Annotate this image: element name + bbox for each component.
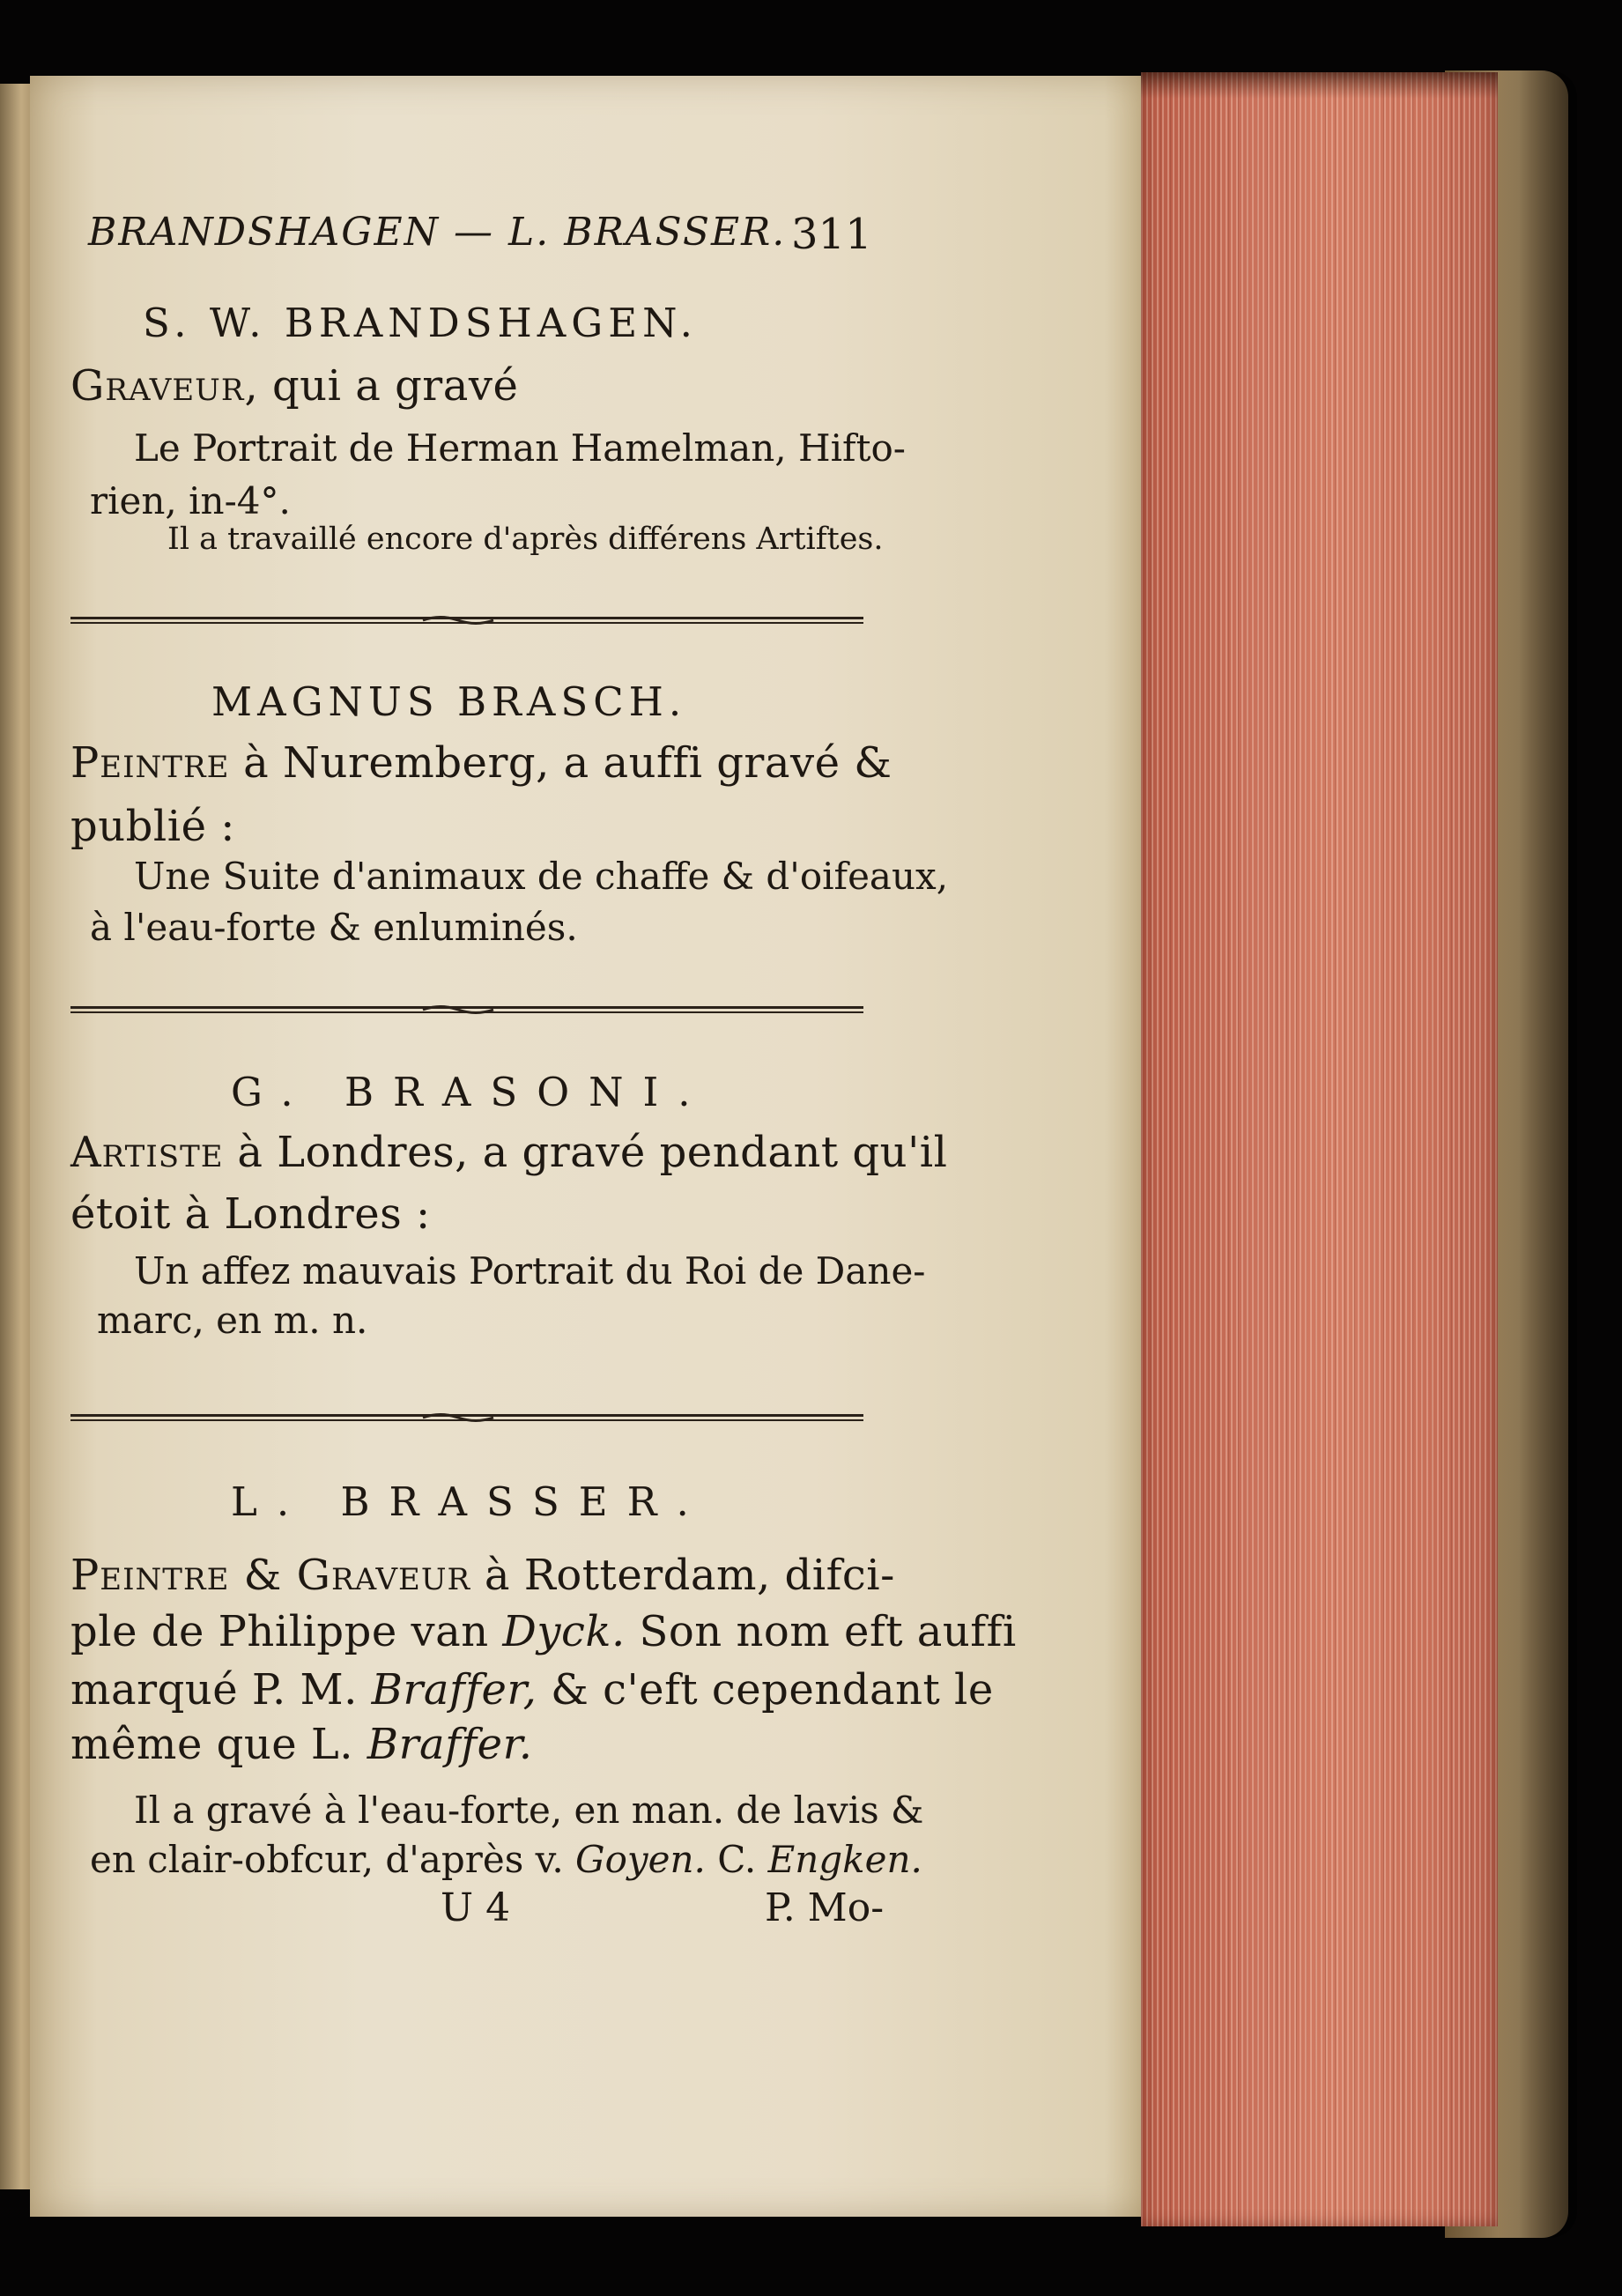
entry-heading: MAGNUS BRASCH. bbox=[211, 678, 687, 725]
entry-line bbox=[70, 361, 518, 411]
entry-line: Une Suite d'animaux de chaffe & d'oifeaux, bbox=[134, 855, 949, 898]
entry-line-text: à Nuremberg, a auffi gravé & bbox=[229, 738, 892, 788]
entry-line: Un affez mauvais Portrait du Roi de Dane- bbox=[134, 1249, 926, 1292]
page-number: 311 bbox=[791, 210, 872, 259]
entry-line-text: en clair-obfcur, d'après v. bbox=[90, 1838, 576, 1881]
entry-line: à l'eau-forte & enluminés. bbox=[90, 906, 578, 949]
catchword: P. Mo- bbox=[765, 1885, 885, 1930]
entry-role: Artiste bbox=[70, 1128, 224, 1177]
entry-role: Peintre bbox=[70, 738, 230, 788]
entry-line-text: Son nom eft auffi bbox=[625, 1607, 1017, 1656]
entry-line-text: marqué P. M. bbox=[70, 1665, 372, 1715]
entry-italic: Braffer, bbox=[371, 1665, 537, 1715]
page-fore-edge bbox=[1141, 72, 1498, 2226]
entry-line-text: & c'eft cependant le bbox=[537, 1665, 994, 1715]
cover-shadow bbox=[1498, 70, 1577, 2238]
entry-line-text: à Rotterdam, difci- bbox=[470, 1551, 895, 1600]
signature-mark: U 4 bbox=[441, 1885, 511, 1930]
entry-line bbox=[70, 1128, 947, 1177]
entry-line: étoit à Londres : bbox=[70, 1189, 431, 1239]
entry-line bbox=[70, 1665, 994, 1715]
entry-role: Peintre & Graveur bbox=[70, 1551, 471, 1600]
entry-line-text: C. bbox=[705, 1838, 768, 1881]
entry-line: publié : bbox=[70, 802, 235, 851]
ornamental-rule bbox=[70, 1004, 863, 1016]
entry-line bbox=[70, 1607, 1017, 1656]
entry-role: Graveur bbox=[70, 361, 245, 411]
ornamental-rule bbox=[70, 614, 863, 626]
entry-line bbox=[70, 1720, 533, 1769]
entry-heading: G. BRASONI. bbox=[231, 1069, 710, 1115]
entry-line: marc, en m. n. bbox=[97, 1299, 368, 1342]
entry-line: Le Portrait de Herman Hamelman, Hifto- bbox=[134, 426, 906, 470]
entry-line: rien, in-4°. bbox=[90, 479, 291, 522]
entry-heading: L. BRASSER. bbox=[231, 1478, 708, 1525]
entry-line bbox=[70, 1551, 895, 1600]
entry-italic: Dyck. bbox=[502, 1607, 626, 1656]
running-head-title: BRANDSHAGEN — L. BRASSER. bbox=[88, 210, 787, 255]
entry-line bbox=[90, 1838, 922, 1881]
entry-line-text: même que L. bbox=[70, 1720, 367, 1769]
entry-italic: Braffer. bbox=[367, 1720, 533, 1769]
entry-line-text: , qui a gravé bbox=[244, 361, 519, 411]
entry-line: Il a travaillé encore d'après différens Artiftes. bbox=[167, 522, 884, 557]
entry-heading: S. W. BRANDSHAGEN. bbox=[143, 300, 698, 346]
entry-line-text: ple de Philippe van bbox=[70, 1607, 503, 1656]
entry-italic: Goyen. bbox=[575, 1838, 706, 1881]
entry-line-text: à Londres, a gravé pendant qu'il bbox=[223, 1128, 948, 1177]
entry-line bbox=[70, 738, 892, 788]
entry-italic: Engken. bbox=[767, 1838, 922, 1881]
entry-line: Il a gravé à l'eau-forte, en man. de lavis & bbox=[134, 1789, 924, 1832]
ornamental-rule bbox=[70, 1411, 863, 1424]
